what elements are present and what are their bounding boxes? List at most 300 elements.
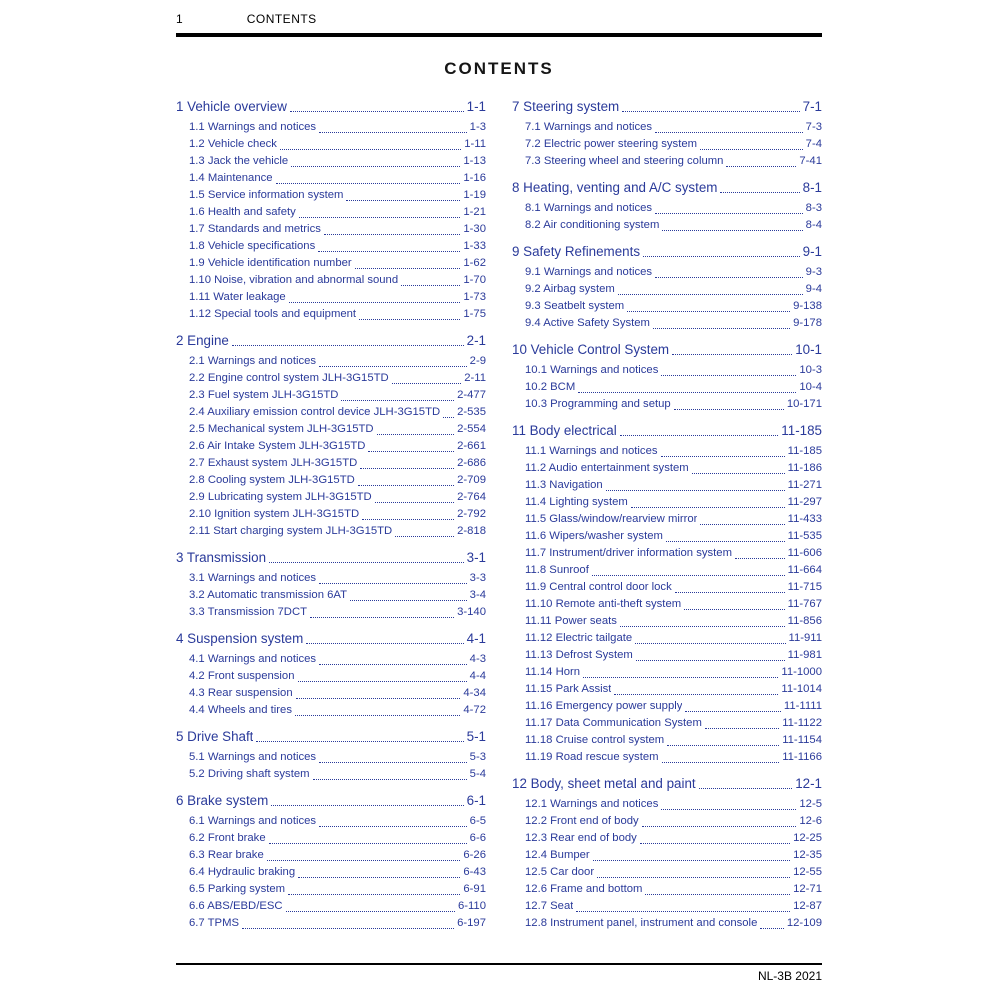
toc-entry-page-number: 11-185	[787, 445, 822, 457]
toc-entry-page-number: 1-30	[463, 223, 486, 235]
toc-entry-page-number: 1-21	[463, 206, 486, 218]
toc-entry-label: 2.6 Air Intake System JLH-3G15TD	[189, 440, 366, 452]
footer-rule	[176, 963, 822, 965]
toc-entry-page-number: 11-271	[787, 479, 822, 491]
dot-leader	[726, 153, 796, 167]
toc-section	[176, 792, 486, 932]
toc-entry-label: 9.4 Active Safety System	[525, 317, 650, 329]
toc-entry[interactable]	[512, 136, 822, 153]
dot-leader	[443, 404, 454, 418]
toc-entry-page-number: 12-87	[793, 900, 822, 912]
dot-leader	[645, 881, 790, 895]
toc-entry-label: 7.2 Electric power steering system	[525, 138, 698, 150]
dot-leader	[576, 898, 790, 912]
toc-entry-page-number: 6-43	[463, 866, 486, 878]
toc-entry-page-number: 2-764	[457, 491, 486, 503]
toc-entry-page-number: 11-186	[787, 462, 822, 474]
toc-entry-label: 2.4 Auxiliary emission control device JLH-3G15TD	[189, 406, 441, 418]
toc-entry-page-number: 1-75	[463, 308, 486, 320]
toc-entry[interactable]	[512, 315, 822, 332]
toc-entry-label: 11.12 Electric tailgate	[525, 632, 633, 644]
toc-entry-label: 6.6 ABS/EBD/ESC	[189, 900, 283, 912]
toc-section-heading[interactable]	[176, 792, 486, 810]
toc-entry-page-number: 11-535	[787, 530, 822, 542]
toc-section-heading-label: 9 Safety Refinements	[512, 244, 641, 259]
dot-leader	[310, 604, 454, 618]
toc-entry[interactable]	[176, 847, 486, 864]
toc-entry[interactable]	[512, 864, 822, 881]
toc-entry[interactable]	[512, 443, 822, 460]
toc-entry-label: 10.3 Programming and setup	[525, 398, 671, 410]
toc-entry-page-number: 11-1166	[782, 751, 822, 763]
toc-entry-label: 1.1 Warnings and notices	[189, 121, 317, 133]
toc-entry-page-number: 2-818	[457, 525, 486, 537]
dot-leader	[592, 562, 785, 576]
toc-section-items	[512, 119, 822, 170]
toc-entry-label: 11.18 Cruise control system	[525, 734, 665, 746]
toc-section-heading[interactable]	[176, 728, 486, 746]
toc-entry[interactable]	[176, 387, 486, 404]
toc-section-heading-label: 11 Body electrical	[512, 423, 617, 438]
toc-entry-label: 11.10 Remote anti-theft system	[525, 598, 682, 610]
dot-leader	[360, 455, 454, 469]
toc-entry[interactable]	[512, 664, 822, 681]
toc-entry-label: 6.1 Warnings and notices	[189, 815, 317, 827]
toc-entry[interactable]	[176, 170, 486, 187]
toc-section-heading-label: 6 Brake system	[176, 793, 269, 808]
toc-entry-label: 3.2 Automatic transmission 6AT	[189, 589, 348, 601]
dot-leader	[705, 715, 779, 729]
toc-entry[interactable]	[512, 379, 822, 396]
toc-entry[interactable]	[176, 455, 486, 472]
toc-columns	[176, 98, 822, 934]
dot-leader	[620, 613, 785, 627]
toc-entry[interactable]	[176, 472, 486, 489]
toc-entry-label: 4.4 Wheels and tires	[189, 704, 292, 716]
toc-entry[interactable]	[176, 830, 486, 847]
toc-section-items	[512, 362, 822, 413]
dot-leader	[692, 460, 785, 474]
dot-leader	[667, 732, 779, 746]
dot-leader	[355, 255, 461, 269]
toc-section-items	[176, 749, 486, 783]
dot-leader	[306, 630, 463, 644]
dot-leader	[291, 153, 460, 167]
toc-section-heading[interactable]	[176, 98, 486, 116]
dot-leader	[655, 119, 803, 133]
toc-entry-label: 12.3 Rear end of body	[525, 832, 637, 844]
dot-leader	[269, 549, 464, 563]
toc-entry[interactable]	[176, 187, 486, 204]
toc-section-heading[interactable]	[512, 243, 822, 261]
toc-section	[512, 341, 822, 413]
dot-leader	[661, 796, 796, 810]
toc-entry-label: 9.3 Seatbelt system	[525, 300, 625, 312]
toc-entry[interactable]	[512, 830, 822, 847]
toc-section-items	[176, 119, 486, 323]
toc-section	[512, 422, 822, 766]
toc-entry-page-number: 11-1122	[782, 717, 822, 729]
toc-entry[interactable]	[176, 523, 486, 540]
toc-entry[interactable]	[176, 915, 486, 932]
toc-entry[interactable]	[512, 681, 822, 698]
dot-leader	[232, 332, 464, 346]
toc-entry[interactable]	[512, 362, 822, 379]
toc-entry[interactable]	[176, 766, 486, 783]
toc-section-heading[interactable]	[512, 775, 822, 793]
toc-entry-page-number: 6-197	[457, 917, 486, 929]
toc-entry[interactable]	[176, 221, 486, 238]
toc-entry[interactable]	[176, 272, 486, 289]
toc-entry[interactable]	[176, 404, 486, 421]
toc-entry-label: 12.4 Bumper	[525, 849, 590, 861]
toc-section	[176, 549, 486, 621]
toc-entry-label: 11.3 Navigation	[525, 479, 603, 491]
toc-entry[interactable]	[512, 613, 822, 630]
dot-leader	[672, 341, 792, 355]
dot-leader	[298, 864, 460, 878]
toc-entry-page-number: 11-664	[787, 564, 822, 576]
toc-entry-page-number: 10-171	[786, 398, 822, 410]
toc-entry[interactable]	[512, 915, 822, 932]
toc-entry[interactable]	[512, 217, 822, 234]
toc-entry-label: 12.5 Car door	[525, 866, 595, 878]
toc-section	[512, 98, 822, 170]
toc-entry-label: 9.2 Airbag system	[525, 283, 615, 295]
toc-section-items	[176, 570, 486, 621]
toc-entry[interactable]	[176, 813, 486, 830]
toc-section-heading[interactable]	[512, 422, 822, 440]
dot-leader	[760, 915, 783, 929]
dot-leader	[662, 217, 802, 231]
dot-leader	[614, 681, 778, 695]
header-rule	[176, 33, 822, 37]
dot-leader	[298, 668, 467, 682]
dot-leader	[288, 881, 460, 895]
running-header-label: CONTENTS	[246, 12, 317, 26]
toc-entry[interactable]	[512, 396, 822, 413]
toc-entry[interactable]	[512, 264, 822, 281]
dot-leader	[635, 630, 785, 644]
toc-entry-page-number: 1-62	[463, 257, 486, 269]
toc-entry[interactable]	[512, 298, 822, 315]
toc-entry[interactable]	[176, 570, 486, 587]
toc-section-heading[interactable]	[512, 98, 822, 116]
toc-entry[interactable]	[176, 255, 486, 272]
dot-leader	[319, 119, 467, 133]
toc-entry-label: 11.8 Sunroof	[525, 564, 589, 576]
toc-entry-label: 8.1 Warnings and notices	[525, 202, 653, 214]
toc-section	[512, 243, 822, 332]
toc-section-heading-page-number: 8-1	[802, 180, 822, 195]
toc-entry[interactable]	[512, 579, 822, 596]
toc-entry[interactable]	[176, 668, 486, 685]
dot-leader	[267, 847, 461, 861]
toc-entry-page-number: 10-4	[799, 381, 822, 393]
toc-entry[interactable]	[512, 494, 822, 511]
toc-entry-label: 11.19 Road rescue system	[525, 751, 659, 763]
dot-leader	[242, 915, 454, 929]
toc-section-heading-page-number: 2-1	[466, 333, 486, 348]
toc-entry-label: 10.2 BCM	[525, 381, 576, 393]
toc-entry[interactable]	[176, 749, 486, 766]
toc-entry-page-number: 11-433	[787, 513, 822, 525]
toc-entry-label: 2.2 Engine control system JLH-3G15TD	[189, 372, 389, 384]
dot-leader	[674, 396, 784, 410]
toc-section-heading[interactable]	[512, 341, 822, 359]
toc-entry-label: 1.7 Standards and metrics	[189, 223, 321, 235]
toc-entry[interactable]	[512, 715, 822, 732]
toc-section-heading[interactable]	[176, 549, 486, 567]
toc-entry-page-number: 6-26	[463, 849, 486, 861]
toc-entry-page-number: 6-5	[469, 815, 486, 827]
toc-entry[interactable]	[512, 732, 822, 749]
toc-section-heading-page-number: 4-1	[466, 631, 486, 646]
dot-leader	[395, 523, 454, 537]
toc-entry[interactable]	[512, 281, 822, 298]
toc-entry-label: 9.1 Warnings and notices	[525, 266, 653, 278]
dot-leader	[636, 647, 785, 661]
toc-section-heading-page-number: 11-185	[781, 423, 822, 438]
toc-section-heading-label: 2 Engine	[176, 333, 229, 348]
toc-entry-page-number: 2-661	[457, 440, 486, 452]
toc-entry[interactable]	[512, 813, 822, 830]
toc-entry-label: 12.1 Warnings and notices	[525, 798, 659, 810]
toc-entry[interactable]	[512, 119, 822, 136]
dot-leader	[318, 238, 460, 252]
toc-entry-page-number: 1-19	[463, 189, 486, 201]
toc-entry[interactable]	[512, 881, 822, 898]
dot-leader	[319, 749, 467, 763]
toc-entry[interactable]	[512, 200, 822, 217]
toc-entry-page-number: 1-16	[463, 172, 486, 184]
dot-leader	[319, 353, 467, 367]
toc-entry-page-number: 11-297	[787, 496, 822, 508]
toc-entry[interactable]	[176, 238, 486, 255]
dot-leader	[362, 506, 454, 520]
dot-leader	[368, 438, 454, 452]
toc-entry[interactable]	[176, 204, 486, 221]
toc-entry-page-number: 2-477	[457, 389, 486, 401]
dot-leader	[290, 98, 464, 112]
dot-leader	[606, 477, 785, 491]
toc-entry[interactable]	[512, 511, 822, 528]
toc-entry[interactable]	[176, 119, 486, 136]
toc-entry-label: 11.1 Warnings and notices	[525, 445, 658, 457]
toc-entry[interactable]	[512, 898, 822, 915]
toc-section-heading-label: 7 Steering system	[512, 99, 620, 114]
toc-entry-page-number: 4-72	[463, 704, 486, 716]
toc-entry-label: 10.1 Warnings and notices	[525, 364, 659, 376]
toc-section-heading-page-number: 1-1	[466, 99, 486, 114]
toc-section-items	[512, 796, 822, 932]
toc-entry[interactable]	[176, 421, 486, 438]
toc-entry-label: 12.6 Frame and bottom	[525, 883, 643, 895]
toc-entry-label: 1.5 Service information system	[189, 189, 344, 201]
dot-leader	[341, 387, 454, 401]
toc-entry-label: 2.10 Ignition system JLH-3G15TD	[189, 508, 360, 520]
toc-entry-page-number: 5-3	[469, 751, 486, 763]
toc-entry[interactable]	[176, 685, 486, 702]
dot-leader	[280, 136, 461, 150]
toc-entry-label: 6.2 Front brake	[189, 832, 266, 844]
dot-leader	[735, 545, 785, 559]
toc-column-right	[512, 98, 822, 934]
toc-entry-label: 1.4 Maintenance	[189, 172, 273, 184]
toc-entry[interactable]	[512, 153, 822, 170]
toc-entry-label: 2.1 Warnings and notices	[189, 355, 317, 367]
toc-entry-page-number: 11-981	[787, 649, 822, 661]
toc-entry[interactable]	[512, 528, 822, 545]
toc-entry-page-number: 1-11	[464, 138, 486, 150]
toc-entry[interactable]	[512, 596, 822, 613]
toc-entry[interactable]	[512, 630, 822, 647]
toc-entry-page-number: 3-3	[469, 572, 486, 584]
toc-section-heading-page-number: 3-1	[466, 550, 486, 565]
toc-section-heading[interactable]	[176, 332, 486, 350]
toc-entry-page-number: 1-70	[463, 274, 486, 286]
toc-entry[interactable]	[176, 370, 486, 387]
toc-entry-page-number: 6-91	[463, 883, 486, 895]
toc-entry[interactable]	[176, 506, 486, 523]
toc-section	[176, 630, 486, 719]
toc-entry[interactable]	[176, 651, 486, 668]
toc-entry-page-number: 5-4	[469, 768, 486, 780]
dot-leader	[662, 749, 780, 763]
dot-leader	[271, 792, 463, 806]
toc-entry[interactable]	[176, 702, 486, 719]
toc-entry-label: 11.17 Data Communication System	[525, 717, 702, 729]
toc-entry[interactable]	[512, 562, 822, 579]
toc-entry-label: 7.3 Steering wheel and steering column	[525, 155, 724, 167]
toc-entry[interactable]	[176, 489, 486, 506]
toc-entry-label: 8.2 Air conditioning system	[525, 219, 660, 231]
toc-section-heading-page-number: 5-1	[466, 729, 486, 744]
toc-entry-page-number: 11-715	[787, 581, 822, 593]
running-header	[176, 12, 822, 26]
toc-entry[interactable]	[176, 604, 486, 621]
toc-entry-page-number: 7-4	[805, 138, 822, 150]
toc-entry[interactable]	[176, 864, 486, 881]
toc-entry[interactable]	[512, 647, 822, 664]
dot-leader	[377, 421, 455, 435]
toc-entry-label: 3.3 Transmission 7DCT	[189, 606, 308, 618]
toc-entry-page-number: 12-6	[799, 815, 822, 827]
toc-entry-label: 11.6 Wipers/washer system	[525, 530, 663, 542]
dot-leader	[296, 685, 461, 699]
toc-entry-page-number: 10-3	[799, 364, 822, 376]
toc-entry-page-number: 11-1154	[782, 734, 822, 746]
toc-section-heading-page-number: 12-1	[795, 776, 822, 791]
toc-entry-page-number: 9-3	[805, 266, 822, 278]
toc-entry[interactable]	[176, 587, 486, 604]
dot-leader	[627, 298, 790, 312]
toc-entry-label: 6.7 TPMS	[189, 917, 240, 929]
toc-entry-label: 2.9 Lubricating system JLH-3G15TD	[189, 491, 372, 503]
toc-section-heading-label: 12 Body, sheet metal and paint	[512, 776, 696, 791]
toc-entry[interactable]	[176, 136, 486, 153]
toc-entry-label: 6.4 Hydraulic braking	[189, 866, 296, 878]
toc-entry-page-number: 1-33	[463, 240, 486, 252]
toc-entry-label: 4.1 Warnings and notices	[189, 653, 317, 665]
toc-entry[interactable]	[512, 749, 822, 766]
toc-entry-page-number: 2-9	[469, 355, 486, 367]
toc-entry-page-number: 12-35	[793, 849, 822, 861]
dot-leader	[392, 370, 462, 384]
toc-entry-page-number: 1-3	[469, 121, 486, 133]
toc-entry[interactable]	[176, 898, 486, 915]
dot-leader	[593, 847, 790, 861]
toc-section-heading-label: 4 Suspension system	[176, 631, 304, 646]
toc-entry-label: 12.8 Instrument panel, instrument and console	[525, 917, 758, 929]
toc-entry-page-number: 2-535	[457, 406, 486, 418]
toc-entry-label: 1.3 Jack the vehicle	[189, 155, 289, 167]
toc-entry-page-number: 11-767	[787, 598, 822, 610]
dot-leader	[299, 204, 461, 218]
toc-entry[interactable]	[176, 289, 486, 306]
dot-leader	[583, 664, 778, 678]
toc-entry-page-number: 12-71	[793, 883, 822, 895]
toc-entry-label: 11.15 Park Assist	[525, 683, 612, 695]
dot-leader	[597, 864, 790, 878]
toc-entry-page-number: 11-911	[788, 632, 822, 644]
dot-leader	[319, 813, 467, 827]
toc-entry-page-number: 2-554	[457, 423, 486, 435]
toc-entry[interactable]	[512, 847, 822, 864]
toc-section-heading[interactable]	[512, 179, 822, 197]
toc-entry-page-number: 11-1014	[781, 683, 822, 695]
toc-column-left	[176, 98, 486, 934]
toc-section-heading-label: 1 Vehicle overview	[176, 99, 287, 114]
toc-entry[interactable]	[176, 881, 486, 898]
toc-entry[interactable]	[176, 438, 486, 455]
toc-entry[interactable]	[512, 545, 822, 562]
toc-entry-label: 11.5 Glass/window/rearview mirror	[525, 513, 698, 525]
dot-leader	[622, 98, 799, 112]
dot-leader	[655, 200, 803, 214]
toc-entry-label: 11.14 Horn	[525, 666, 581, 678]
toc-entry[interactable]	[176, 306, 486, 323]
dot-leader	[286, 898, 455, 912]
toc-entry-label: 11.9 Central control door lock	[525, 581, 672, 593]
toc-entry-label: 2.8 Cooling system JLH-3G15TD	[189, 474, 355, 486]
toc-entry-label: 1.10 Noise, vibration and abnormal sound	[189, 274, 399, 286]
toc-entry-page-number: 1-73	[463, 291, 486, 303]
toc-section-heading-label: 8 Heating, venting and A/C system	[512, 180, 718, 195]
toc-entry[interactable]	[176, 353, 486, 370]
toc-entry[interactable]	[512, 477, 822, 494]
toc-entry[interactable]	[512, 698, 822, 715]
dot-leader	[675, 579, 785, 593]
dot-leader	[256, 728, 463, 742]
dot-leader	[685, 698, 780, 712]
toc-section-heading[interactable]	[176, 630, 486, 648]
page-footer: NL-3B 2021	[757, 969, 822, 983]
dot-leader	[324, 221, 461, 235]
toc-entry-label: 4.2 Front suspension	[189, 670, 295, 682]
toc-entry-page-number: 2-792	[457, 508, 486, 520]
toc-entry-page-number: 7-3	[805, 121, 822, 133]
toc-entry-label: 11.4 Lighting system	[525, 496, 628, 508]
dot-leader	[401, 272, 460, 286]
toc-section	[512, 775, 822, 932]
toc-entry-page-number: 6-110	[457, 900, 486, 912]
dot-leader	[642, 813, 797, 827]
toc-entry[interactable]	[512, 460, 822, 477]
toc-entry[interactable]	[176, 153, 486, 170]
toc-entry-label: 6.5 Parking system	[189, 883, 286, 895]
toc-entry[interactable]	[512, 796, 822, 813]
